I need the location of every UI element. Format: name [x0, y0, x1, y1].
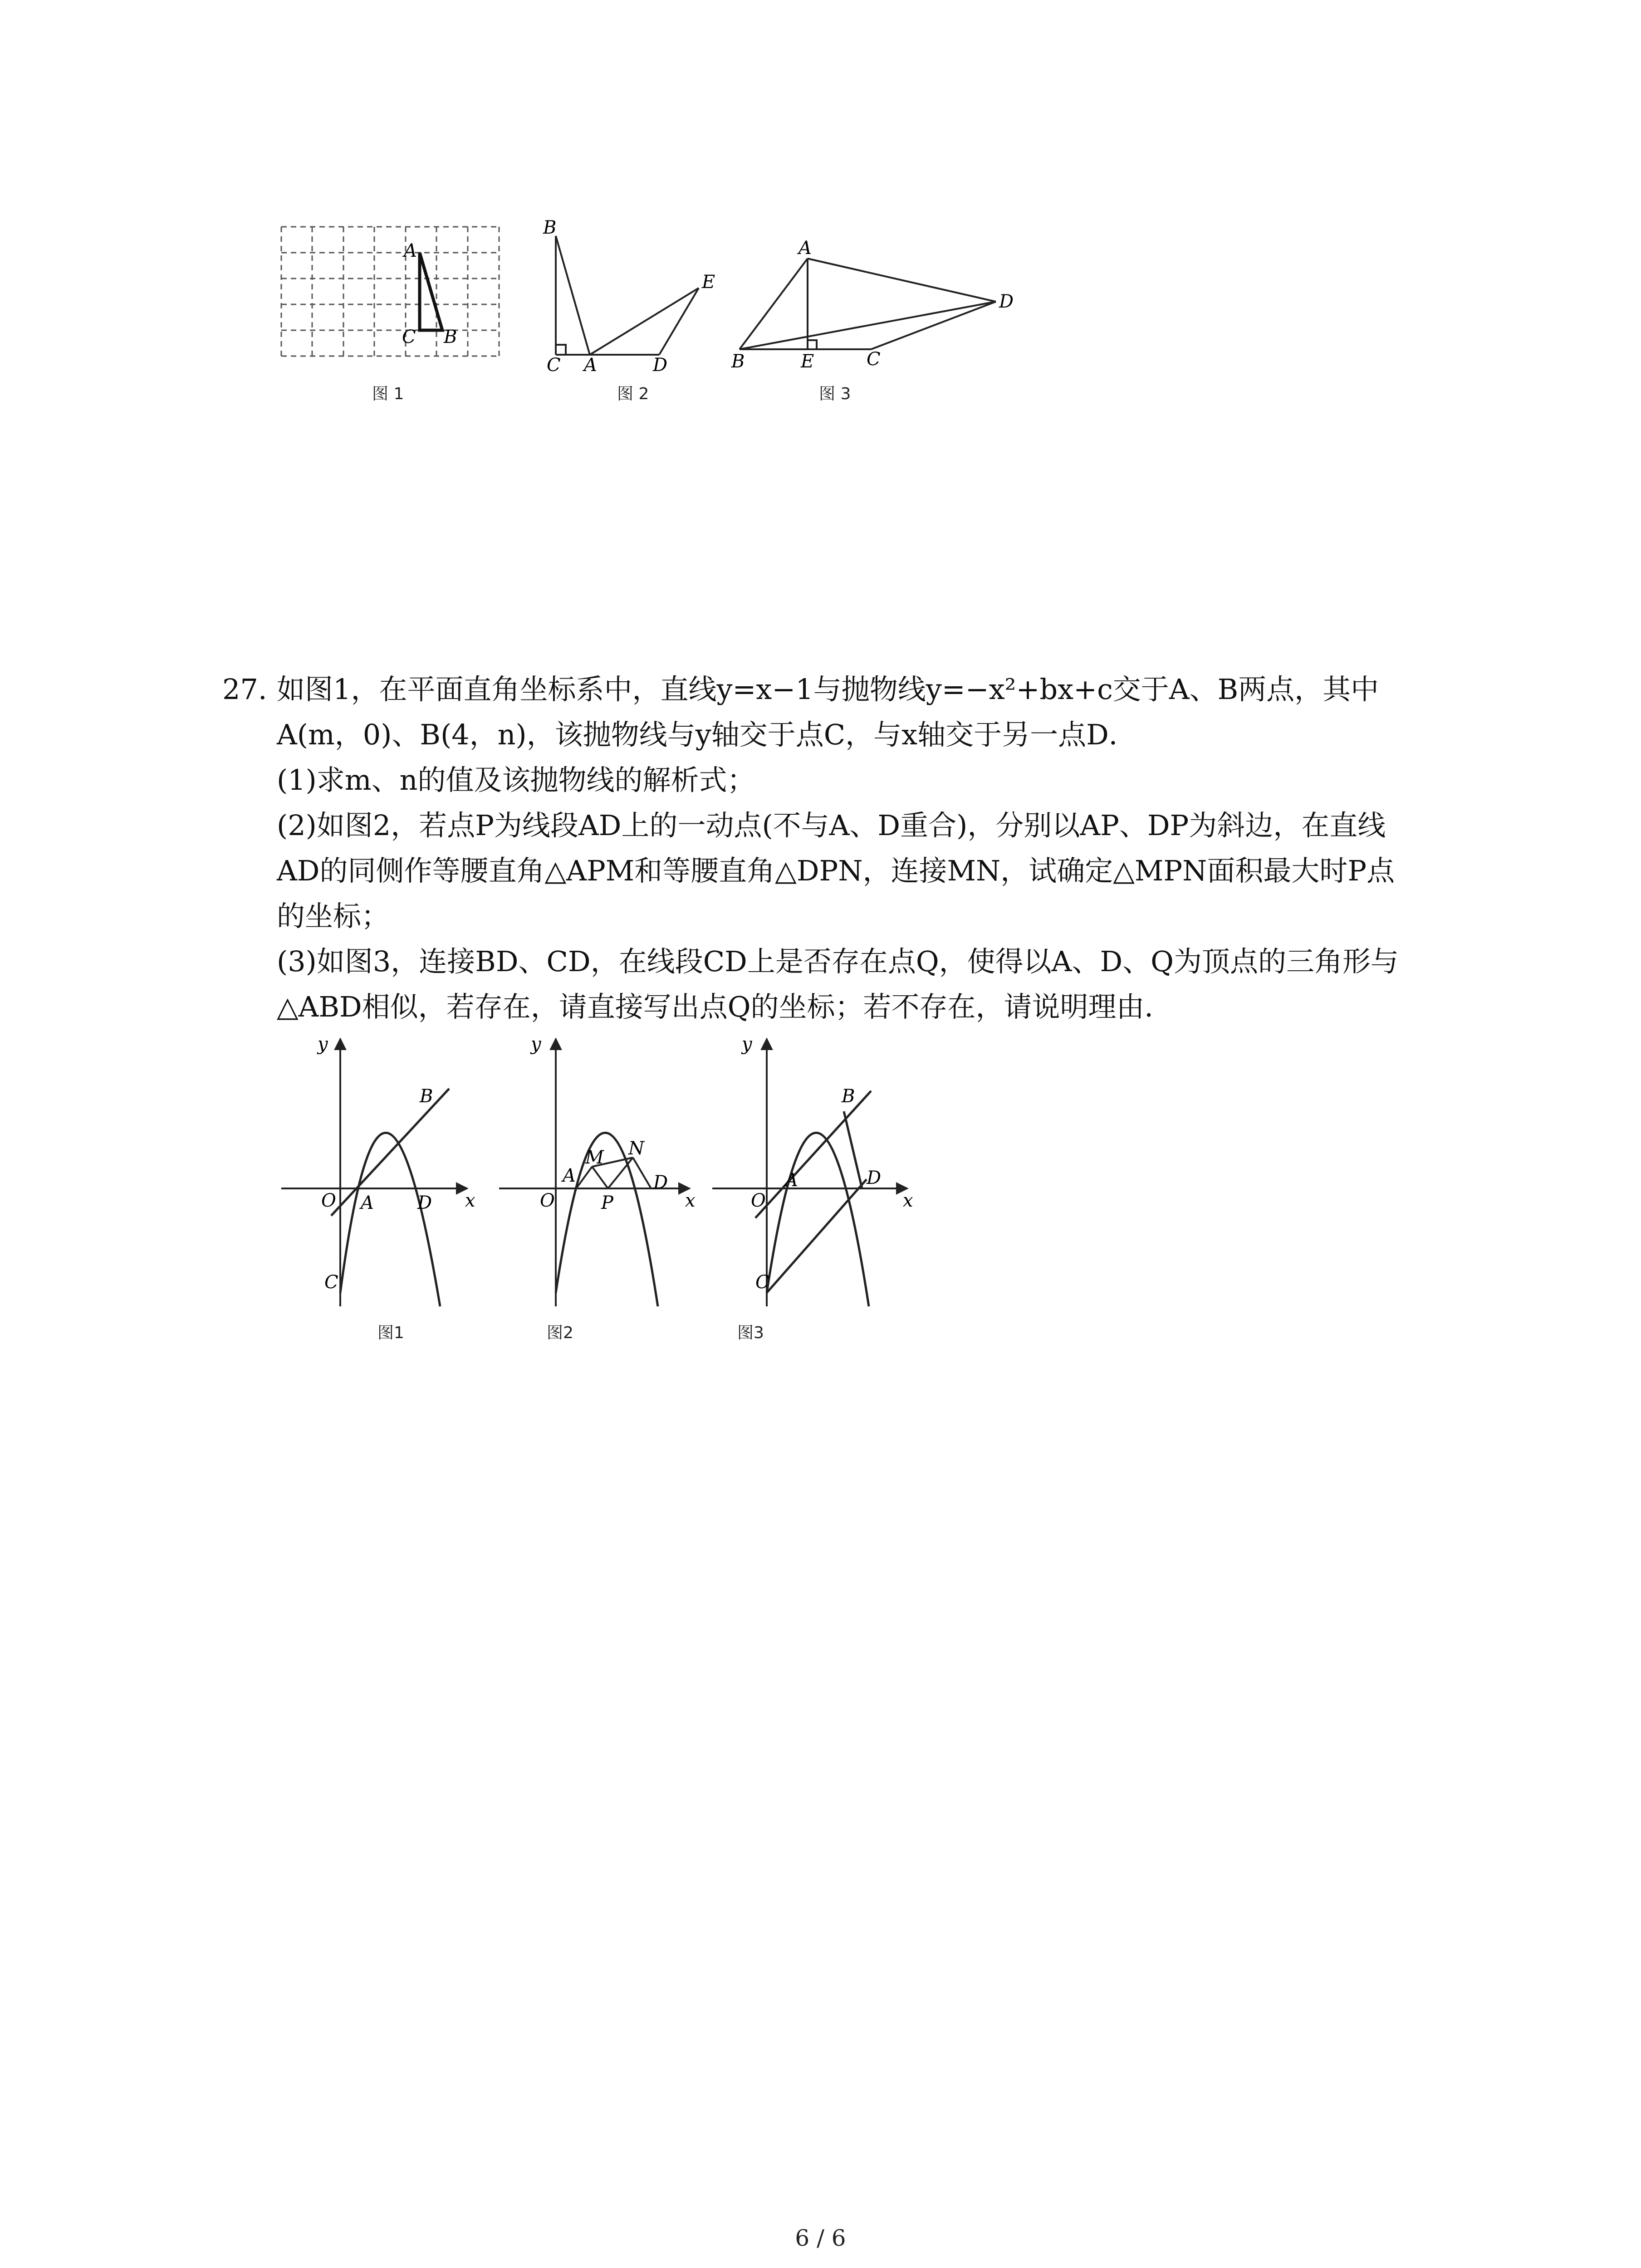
top-figure-3 [726, 236, 1034, 376]
label-y: y [742, 1034, 752, 1055]
bottom-figure-2 [495, 1034, 703, 1325]
label-N: N [628, 1138, 644, 1159]
label-P: P [601, 1193, 613, 1213]
question-line-6: 的坐标； [277, 899, 390, 933]
label-x: x [903, 1190, 913, 1211]
label-D: D [653, 355, 668, 376]
label-y: y [318, 1034, 328, 1055]
label-D: D [417, 1193, 432, 1213]
question-line-1: 如图1，在平面直角坐标系中，直线y=x−1与抛物线y=−x²+bx+c交于A、B两点，其中 [277, 673, 1379, 706]
bottom-figure-3 [708, 1034, 916, 1325]
label-E: E [801, 351, 814, 372]
question-number: 27. [222, 673, 267, 706]
label-C: C [867, 349, 881, 370]
page-number: 6 / 6 [795, 2225, 846, 2251]
caption-bottom-fig1: 图1 [377, 1324, 404, 1342]
label-A: A [404, 240, 417, 261]
question-line-4: (2)如图2，若点P为线段AD上的一动点(不与A、D重合)，分别以AP、DP为斜边，在直线 [277, 809, 1386, 842]
label-B: B [731, 351, 745, 372]
label-C: C [547, 355, 561, 376]
caption-top-fig3: 图 3 [819, 385, 851, 403]
question-line-7: (3)如图3，连接BD、CD，在线段CD上是否存在点Q，使得以A、D、Q为顶点的三角形与 [277, 945, 1399, 978]
question-27 [222, 667, 1456, 1030]
label-A: A [563, 1165, 576, 1186]
label-B: B [420, 1086, 433, 1107]
label-A: A [584, 355, 597, 376]
caption-bottom-fig3: 图3 [737, 1324, 764, 1342]
question-line-5: AD的同侧作等腰直角△APM和等腰直角△DPN，连接MN，试确定△MPN面积最大时P点 [277, 854, 1395, 887]
bottom-figure-1 [272, 1034, 490, 1325]
triangle-abc [420, 253, 442, 330]
question-line-3: (1)求m、n的值及该抛物线的解析式； [277, 763, 755, 797]
label-x: x [465, 1190, 475, 1211]
label-O: O [751, 1190, 766, 1211]
label-O: O [540, 1190, 555, 1211]
question-line-2: A(m，0)、B(4，n)，该抛物线与y轴交于点C，与x轴交于另一点D． [277, 718, 1137, 751]
label-C: C [402, 327, 416, 347]
label-A: A [785, 1170, 798, 1191]
label-D: D [999, 291, 1014, 312]
label-x: x [685, 1190, 696, 1211]
label-A: A [798, 238, 812, 259]
label-D: D [653, 1172, 668, 1193]
question-line-8: △ABD相似，若存在，请直接写出点Q的坐标；若不存在，请说明理由． [277, 990, 1173, 1023]
label-B: B [444, 327, 457, 347]
label-C: C [755, 1272, 769, 1293]
label-M: M [585, 1147, 604, 1168]
top-figure-1-grid [272, 218, 508, 367]
label-D: D [867, 1168, 882, 1188]
label-B: B [543, 217, 557, 238]
caption-top-fig2: 图 2 [617, 385, 649, 403]
label-O: O [321, 1190, 336, 1211]
label-A: A [361, 1193, 374, 1213]
caption-bottom-fig2: 图2 [547, 1324, 573, 1342]
label-y: y [531, 1034, 541, 1055]
caption-top-fig1: 图 1 [372, 385, 404, 403]
label-B: B [842, 1086, 855, 1107]
label-C: C [324, 1272, 338, 1293]
label-E: E [702, 272, 715, 293]
top-figure-2 [533, 213, 737, 376]
